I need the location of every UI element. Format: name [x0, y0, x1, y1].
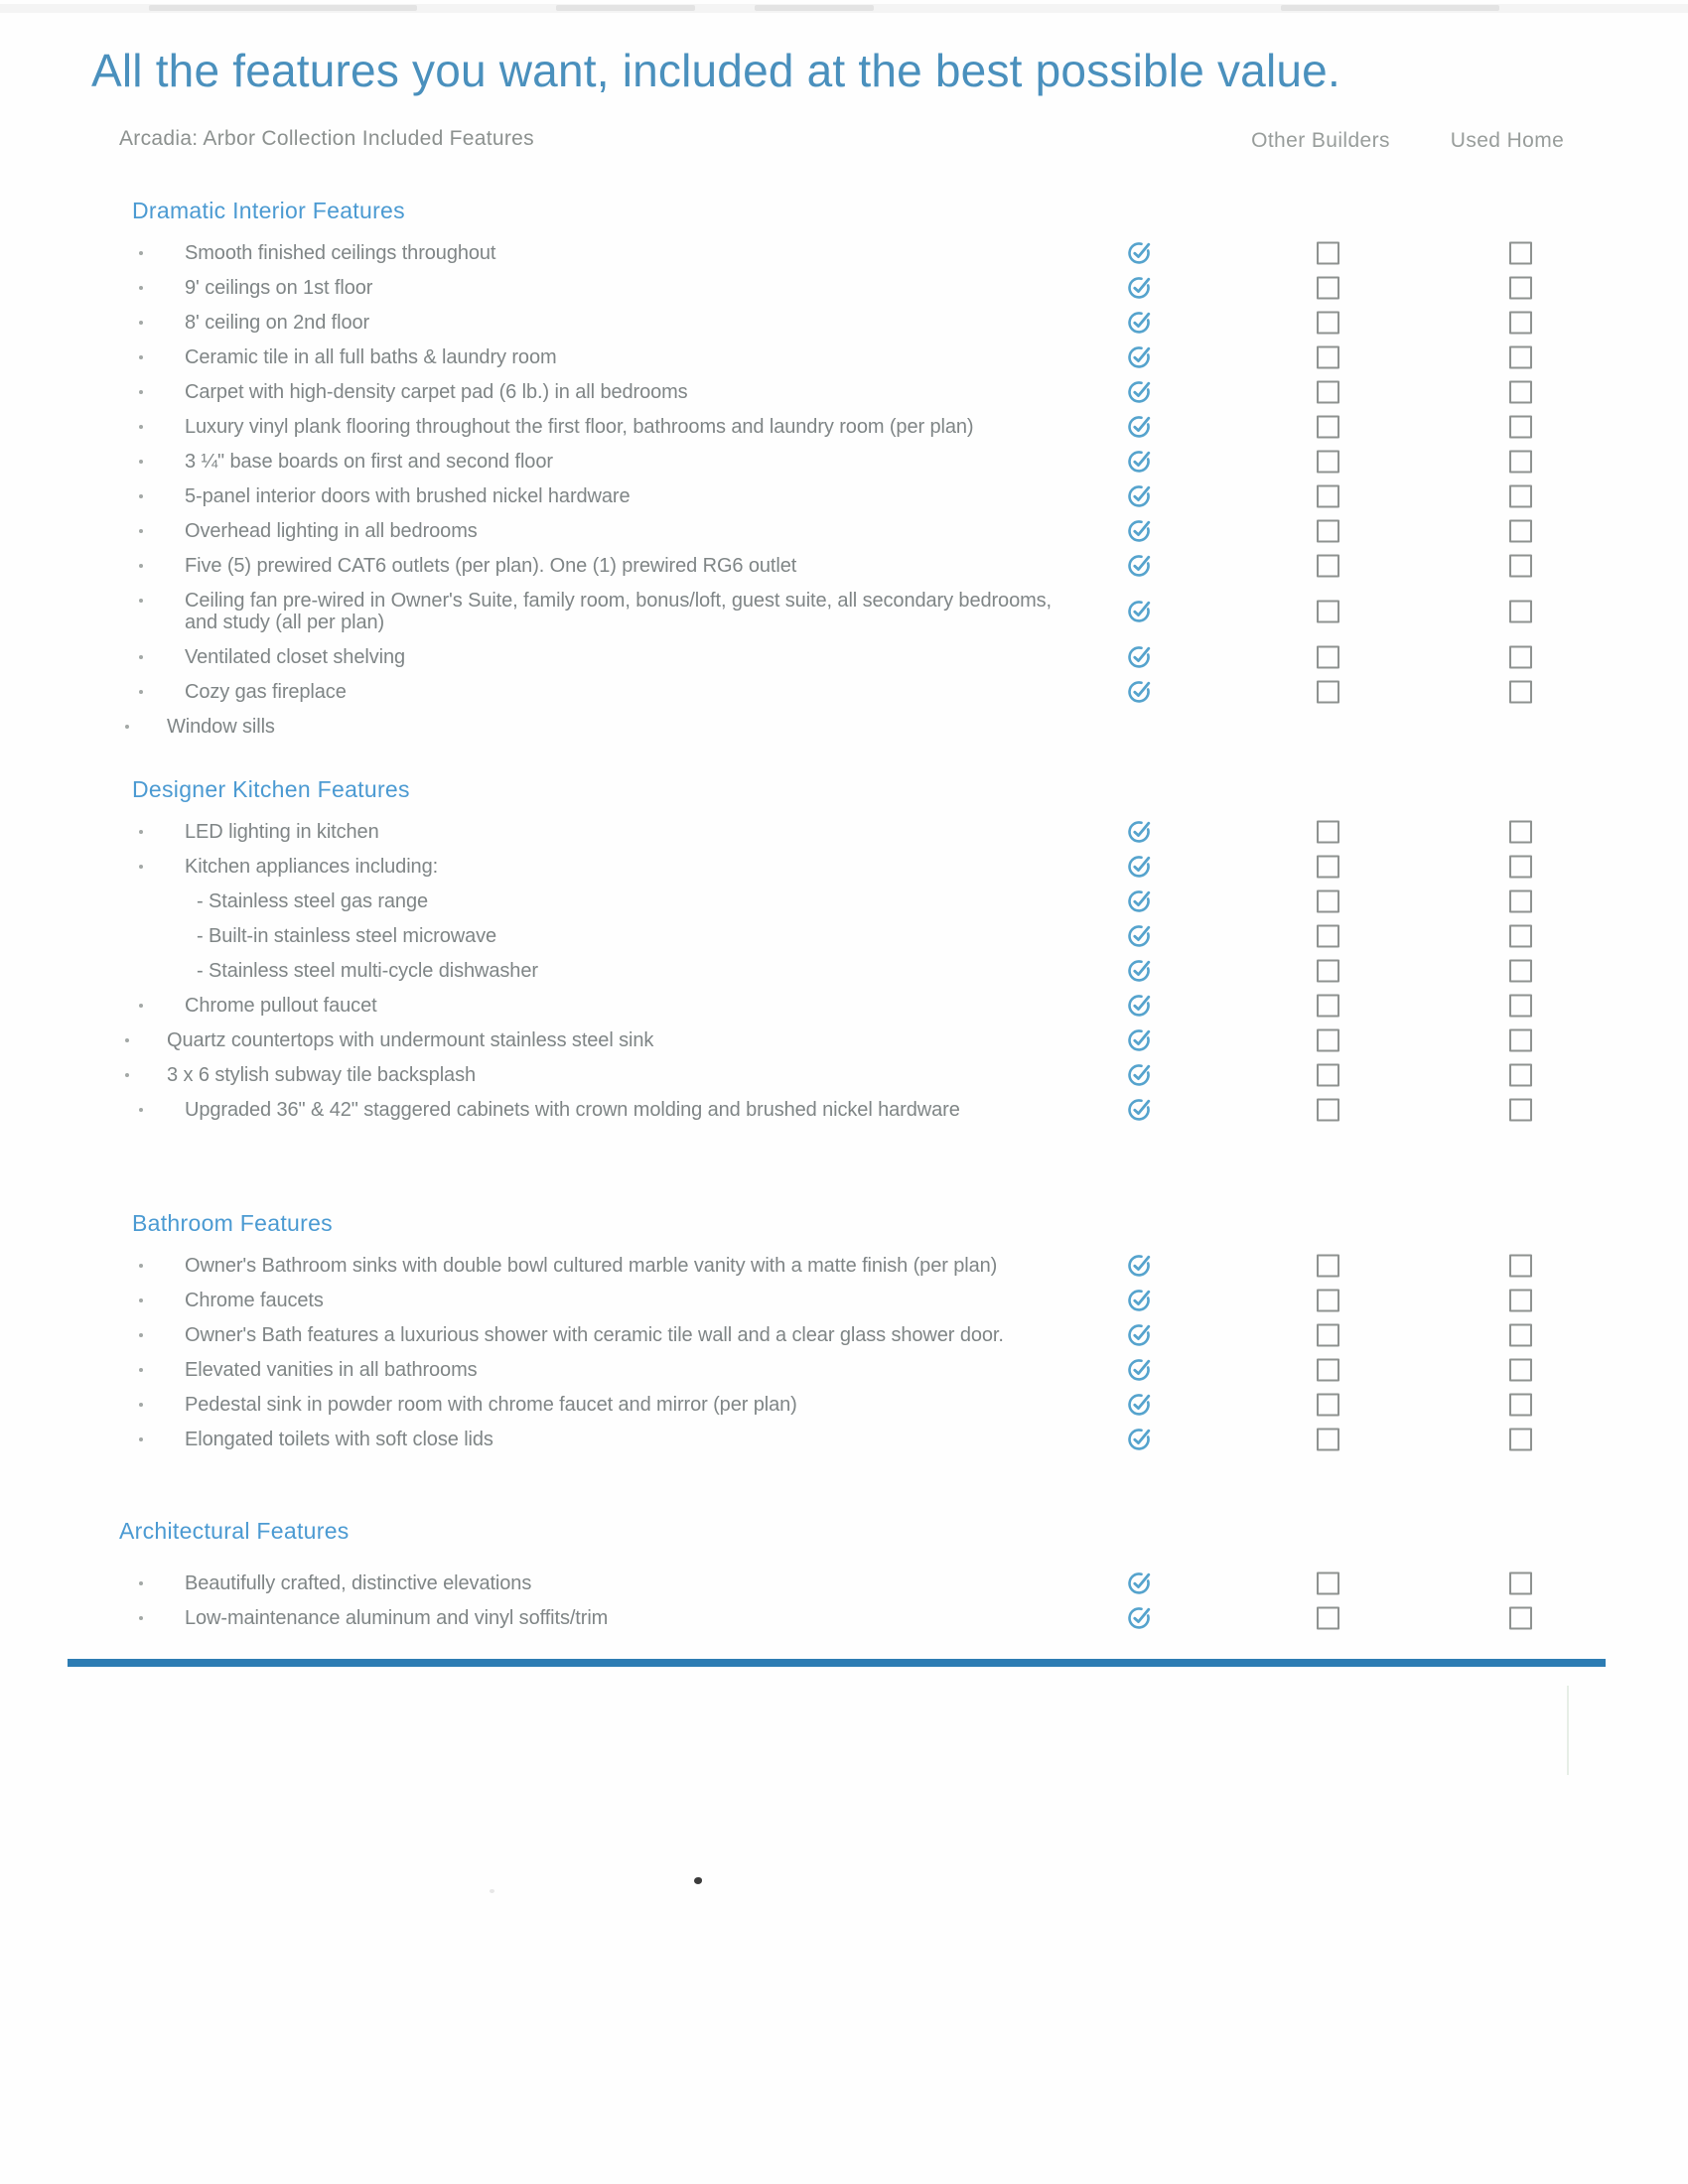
used-home-checkbox: [1509, 1394, 1532, 1417]
check-circle-icon: [1127, 379, 1154, 405]
feature-text: Ventilated closet shelving: [185, 646, 405, 668]
used-home-checkbox: [1509, 1324, 1532, 1347]
check-circle-icon: [1127, 344, 1154, 370]
bullet-icon: [139, 690, 143, 694]
bullet-icon: [139, 1264, 143, 1268]
other-builders-checkbox: [1317, 381, 1339, 404]
feature-row: [0, 716, 1688, 738]
used-home-checkbox: [1509, 277, 1532, 300]
feature-text: Chrome pullout faucet: [185, 995, 377, 1017]
feature-row: [0, 890, 1688, 912]
feature-row: [0, 1572, 1688, 1594]
used-home-checkbox: [1509, 646, 1532, 669]
bullet-icon: [139, 564, 143, 568]
feature-list: [0, 1572, 1688, 1629]
bullet-icon: [139, 425, 143, 429]
bullet-icon: [139, 1616, 143, 1620]
used-home-checkbox: [1509, 1029, 1532, 1052]
scan-artifact-segment: [556, 5, 695, 11]
other-builders-checkbox: [1317, 277, 1339, 300]
check-circle-icon: [1127, 644, 1154, 670]
bullet-icon: [139, 460, 143, 464]
feature-row: [0, 416, 1688, 438]
bullet-icon: [139, 1437, 143, 1441]
bullet-icon: [125, 1038, 129, 1042]
check-circle-icon: [1127, 958, 1154, 984]
check-circle-icon: [1127, 1392, 1154, 1418]
bullet-icon: [139, 1368, 143, 1372]
used-home-checkbox: [1509, 1572, 1532, 1595]
check-circle-icon: [1127, 1357, 1154, 1383]
used-home-checkbox: [1509, 416, 1532, 439]
check-circle-icon: [1127, 310, 1154, 336]
feature-text: 3 ¼" base boards on first and second floor: [185, 451, 553, 473]
section-title: Dramatic Interior Features: [132, 198, 405, 223]
check-circle-icon: [1127, 275, 1154, 301]
ink-dot-artifact: [694, 1877, 702, 1884]
check-circle-icon: [1127, 1027, 1154, 1053]
bullet-icon: [139, 251, 143, 255]
feature-text: Owner's Bath features a luxurious shower with ceramic tile wall and a clear glass shower door.: [185, 1324, 1004, 1346]
feature-row: [0, 1607, 1688, 1629]
used-home-checkbox: [1509, 1607, 1532, 1630]
check-circle-icon: [1127, 599, 1154, 624]
feature-text: Quartz countertops with undermount stainless steel sink: [167, 1029, 654, 1051]
other-builders-checkbox: [1317, 821, 1339, 844]
bullet-icon: [139, 390, 143, 394]
bullet-icon: [139, 830, 143, 834]
section: [0, 777, 1688, 1134]
feature-text: 8' ceiling on 2nd floor: [185, 312, 370, 334]
feature-row: [0, 1359, 1688, 1381]
feature-row: [0, 485, 1688, 507]
feature-row: [0, 520, 1688, 542]
feature-text: Overhead lighting in all bedrooms: [185, 520, 478, 542]
feature-list: [0, 821, 1688, 1121]
bullet-icon: [139, 865, 143, 869]
feature-text: LED lighting in kitchen: [185, 821, 379, 843]
check-circle-icon: [1127, 923, 1154, 949]
scan-artifact-segment: [755, 5, 874, 11]
feature-text: Smooth finished ceilings throughout: [185, 242, 496, 264]
bullet-icon: [139, 321, 143, 325]
feature-row: [0, 1255, 1688, 1277]
used-home-checkbox: [1509, 312, 1532, 335]
feature-row: [0, 856, 1688, 878]
document-subtitle: Arcadia: Arbor Collection Included Features: [119, 127, 534, 150]
feature-row: [0, 1429, 1688, 1450]
check-circle-icon: [1127, 1253, 1154, 1279]
feature-row: [0, 346, 1688, 368]
bullet-icon: [139, 1581, 143, 1585]
used-home-checkbox: [1509, 601, 1532, 623]
other-builders-checkbox: [1317, 1290, 1339, 1312]
other-builders-checkbox: [1317, 681, 1339, 704]
feature-text: 5-panel interior doors with brushed nickel hardware: [185, 485, 631, 507]
feature-text: Luxury vinyl plank flooring throughout the first floor, bathrooms and laundry room (per plan): [185, 416, 974, 438]
used-home-checkbox: [1509, 681, 1532, 704]
feature-row: [0, 1324, 1688, 1346]
bullet-icon: [139, 1298, 143, 1302]
section-title: Architectural Features: [119, 1518, 350, 1544]
feature-text: Kitchen appliances including:: [185, 856, 439, 878]
feature-text: Window sills: [167, 716, 275, 738]
section: [0, 199, 1688, 751]
feature-text: Owner's Bathroom sinks with double bowl cultured marble vanity with a matte finish (per plan): [185, 1255, 998, 1277]
other-builders-checkbox: [1317, 890, 1339, 913]
other-builders-checkbox: [1317, 1324, 1339, 1347]
other-builders-checkbox: [1317, 1064, 1339, 1087]
used-home-checkbox: [1509, 451, 1532, 474]
column-header-other-builders: Other Builders: [1251, 129, 1390, 152]
feature-text: - Stainless steel gas range: [197, 890, 428, 912]
feature-row: [0, 995, 1688, 1017]
bullet-icon: [139, 599, 143, 603]
scan-artifact-segment: [149, 5, 417, 11]
bullet-icon: [139, 286, 143, 290]
other-builders-checkbox: [1317, 485, 1339, 508]
bullet-icon: [139, 655, 143, 659]
used-home-checkbox: [1509, 1255, 1532, 1278]
check-circle-icon: [1127, 1097, 1154, 1123]
used-home-checkbox: [1509, 1359, 1532, 1382]
used-home-checkbox: [1509, 1290, 1532, 1312]
check-circle-icon: [1127, 888, 1154, 914]
feature-text: Elevated vanities in all bathrooms: [185, 1359, 478, 1381]
feature-row: [0, 925, 1688, 947]
other-builders-checkbox: [1317, 960, 1339, 983]
feature-text: - Built-in stainless steel microwave: [197, 925, 497, 947]
feature-text: 3 x 6 stylish subway tile backsplash: [167, 1064, 476, 1086]
other-builders-checkbox: [1317, 312, 1339, 335]
feature-list: [0, 242, 1688, 738]
check-circle-icon: [1127, 1062, 1154, 1088]
scan-artifact-segment: [1281, 5, 1499, 11]
used-home-checkbox: [1509, 856, 1532, 879]
feature-row: [0, 451, 1688, 473]
page-title: All the features you want, included at the best possible value.: [91, 45, 1340, 96]
feature-text: Ceramic tile in all full baths & laundry room: [185, 346, 557, 368]
feature-text: - Stainless steel multi-cycle dishwasher: [197, 960, 538, 982]
other-builders-checkbox: [1317, 520, 1339, 543]
other-builders-checkbox: [1317, 1607, 1339, 1630]
feature-row: [0, 242, 1688, 264]
used-home-checkbox: [1509, 890, 1532, 913]
used-home-checkbox: [1509, 381, 1532, 404]
feature-row: [0, 381, 1688, 403]
feature-row: [0, 277, 1688, 299]
feature-text: Chrome faucets: [185, 1290, 324, 1311]
used-home-checkbox: [1509, 1064, 1532, 1087]
check-circle-icon: [1127, 679, 1154, 705]
used-home-checkbox: [1509, 555, 1532, 578]
footer-divider-rule: [68, 1659, 1606, 1667]
other-builders-checkbox: [1317, 451, 1339, 474]
check-circle-icon: [1127, 518, 1154, 544]
bullet-icon: [125, 725, 129, 729]
other-builders-checkbox: [1317, 1255, 1339, 1278]
check-circle-icon: [1127, 993, 1154, 1019]
used-home-checkbox: [1509, 925, 1532, 948]
feature-row: [0, 1099, 1688, 1121]
used-home-checkbox: [1509, 1429, 1532, 1451]
check-circle-icon: [1127, 1288, 1154, 1313]
feature-row: [0, 681, 1688, 703]
used-home-checkbox: [1509, 242, 1532, 265]
other-builders-checkbox: [1317, 1359, 1339, 1382]
feature-row: [0, 1064, 1688, 1086]
bullet-icon: [139, 1004, 143, 1008]
check-circle-icon: [1127, 1605, 1154, 1631]
used-home-checkbox: [1509, 1099, 1532, 1122]
section: [0, 1519, 1688, 1642]
bullet-icon: [139, 1333, 143, 1337]
other-builders-checkbox: [1317, 1429, 1339, 1451]
feature-text: Low-maintenance aluminum and vinyl soffits/trim: [185, 1607, 609, 1629]
other-builders-checkbox: [1317, 1099, 1339, 1122]
feature-text: Upgraded 36" & 42" staggered cabinets with crown molding and brushed nickel hardware: [185, 1099, 960, 1121]
feature-row: [0, 1029, 1688, 1051]
bullet-icon: [125, 1073, 129, 1077]
feature-row: [0, 1394, 1688, 1416]
bullet-icon: [139, 1403, 143, 1407]
other-builders-checkbox: [1317, 416, 1339, 439]
other-builders-checkbox: [1317, 1394, 1339, 1417]
feature-text: Pedestal sink in powder room with chrome faucet and mirror (per plan): [185, 1394, 797, 1416]
feature-text: Elongated toilets with soft close lids: [185, 1429, 493, 1450]
check-circle-icon: [1127, 819, 1154, 845]
check-circle-icon: [1127, 240, 1154, 266]
other-builders-checkbox: [1317, 555, 1339, 578]
bullet-icon: [139, 1108, 143, 1112]
feature-text: Beautifully crafted, distinctive elevations: [185, 1572, 532, 1594]
check-circle-icon: [1127, 483, 1154, 509]
other-builders-checkbox: [1317, 646, 1339, 669]
feature-text: Five (5) prewired CAT6 outlets (per plan). One (1) prewired RG6 outlet: [185, 555, 797, 577]
other-builders-checkbox: [1317, 1029, 1339, 1052]
section-title: Bathroom Features: [132, 1210, 333, 1236]
other-builders-checkbox: [1317, 1572, 1339, 1595]
check-circle-icon: [1127, 449, 1154, 475]
check-circle-icon: [1127, 553, 1154, 579]
bullet-icon: [139, 355, 143, 359]
scan-artifact-speck: [490, 1889, 494, 1893]
feature-text: 9' ceilings on 1st floor: [185, 277, 373, 299]
feature-row: [0, 646, 1688, 668]
feature-row: [0, 1290, 1688, 1311]
check-circle-icon: [1127, 414, 1154, 440]
used-home-checkbox: [1509, 995, 1532, 1018]
feature-row: [0, 590, 1688, 633]
used-home-checkbox: [1509, 520, 1532, 543]
used-home-checkbox: [1509, 346, 1532, 369]
feature-row: [0, 960, 1688, 982]
scan-artifact-line: [1567, 1686, 1569, 1775]
feature-row: [0, 555, 1688, 577]
column-header-used-home: Used Home: [1450, 129, 1565, 152]
used-home-checkbox: [1509, 960, 1532, 983]
feature-row: [0, 312, 1688, 334]
check-circle-icon: [1127, 1322, 1154, 1348]
feature-list: [0, 1255, 1688, 1450]
other-builders-checkbox: [1317, 925, 1339, 948]
section-title: Designer Kitchen Features: [132, 776, 410, 802]
feature-text: Ceiling fan pre-wired in Owner's Suite, family room, bonus/loft, guest suite, all secondary bedrooms, and study (all per plan): [185, 590, 1053, 633]
other-builders-checkbox: [1317, 601, 1339, 623]
bullet-icon: [139, 494, 143, 498]
other-builders-checkbox: [1317, 242, 1339, 265]
check-circle-icon: [1127, 1570, 1154, 1596]
used-home-checkbox: [1509, 485, 1532, 508]
used-home-checkbox: [1509, 821, 1532, 844]
feature-text: Carpet with high-density carpet pad (6 lb.) in all bedrooms: [185, 381, 688, 403]
feature-row: [0, 821, 1688, 843]
section: [0, 1211, 1688, 1463]
bullet-icon: [139, 529, 143, 533]
feature-text: Cozy gas fireplace: [185, 681, 347, 703]
check-circle-icon: [1127, 854, 1154, 880]
other-builders-checkbox: [1317, 346, 1339, 369]
other-builders-checkbox: [1317, 856, 1339, 879]
check-circle-icon: [1127, 1427, 1154, 1452]
other-builders-checkbox: [1317, 995, 1339, 1018]
